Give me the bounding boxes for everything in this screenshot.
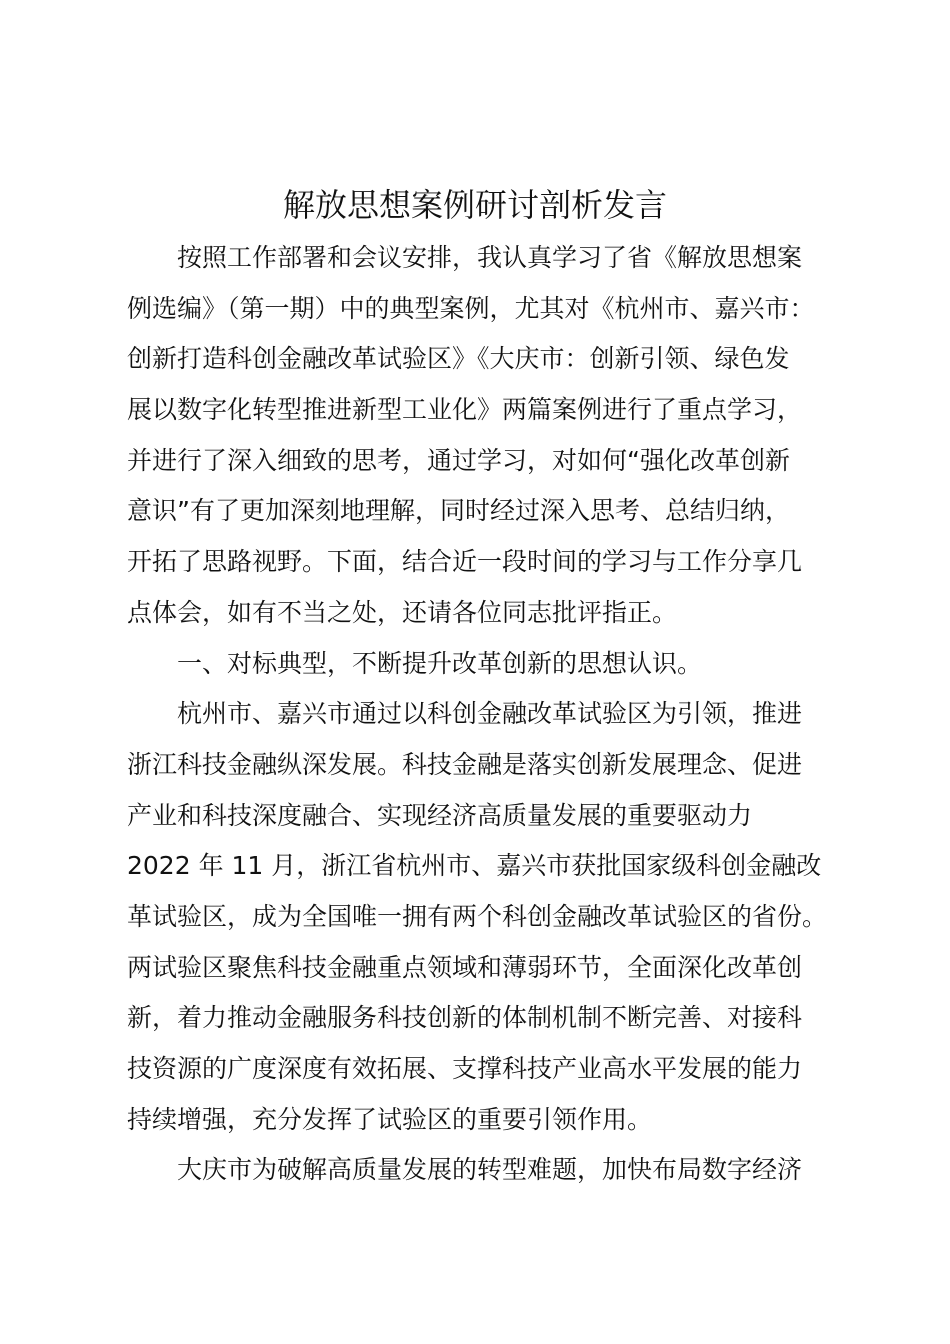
document-title: 解放思想案例研讨剖析发言 <box>282 186 667 224</box>
paragraph-line: 技资源的广度深度有效拓展、支撑科技产业高水平发展的能力 <box>127 1054 803 1083</box>
section-heading: 一、对标典型，不断提升改革创新的思想认识。 <box>177 648 703 678</box>
paragraph-line: 新，着力推动金融服务科技创新的体制机制不断完善、对接科 <box>127 1003 803 1033</box>
paragraph-line: 创新打造科创金融改革试验区》《大庆市：创新引领、绿色发 <box>127 344 790 374</box>
document-body <box>127 233 857 1196</box>
paragraph-line: 持续增强，充分发挥了试验区的重要引领作用。 <box>127 1104 653 1134</box>
paragraph-line: 开拓了思路视野。下面，结合近一段时间的学习与工作分享几 <box>127 547 803 577</box>
paragraph-line: 两试验区聚焦科技金融重点领域和薄弱环节，全面深化改革创 <box>127 952 803 982</box>
paragraph-line: 按照工作部署和会议安排，我认真学习了省《解放思想案 <box>177 243 803 272</box>
paragraph-line: 产业和科技深度融合、实现经济高质量发展的重要驱动力 <box>127 800 753 830</box>
paragraph-line: 2022 年 11 月，浙江省杭州市、嘉兴市获批国家级科创金融改 <box>127 851 822 881</box>
paragraph-line: 浙江科技金融纵深发展。科技金融是落实创新发展理念、促进 <box>127 749 803 779</box>
paragraph-line: 杭州市、嘉兴市通过以科创金融改革试验区为引领，推进 <box>177 699 803 729</box>
paragraph-line: 并进行了深入细致的思考，通过学习，对如何“强化改革创新 <box>127 445 790 475</box>
paragraph-line: 革试验区，成为全国唯一拥有两个科创金融改革试验区的省份。 <box>127 901 828 931</box>
paragraph-line: 大庆市为破解高质量发展的转型难题，加快布局数字经济 <box>177 1155 803 1185</box>
paragraph-line: 展以数字化转型推进新型工业化》两篇案例进行了重点学习， <box>127 395 803 425</box>
paragraph-line: 例选编》（第一期）中的典型案例，尤其对《杭州市、嘉兴市： <box>127 293 815 323</box>
paragraph-line: 意识”有了更加深刻地理解，同时经过深入思考、总结归纳， <box>127 496 790 526</box>
paragraph-line: 点体会，如有不当之处，还请各位同志批评指正。 <box>127 597 678 627</box>
